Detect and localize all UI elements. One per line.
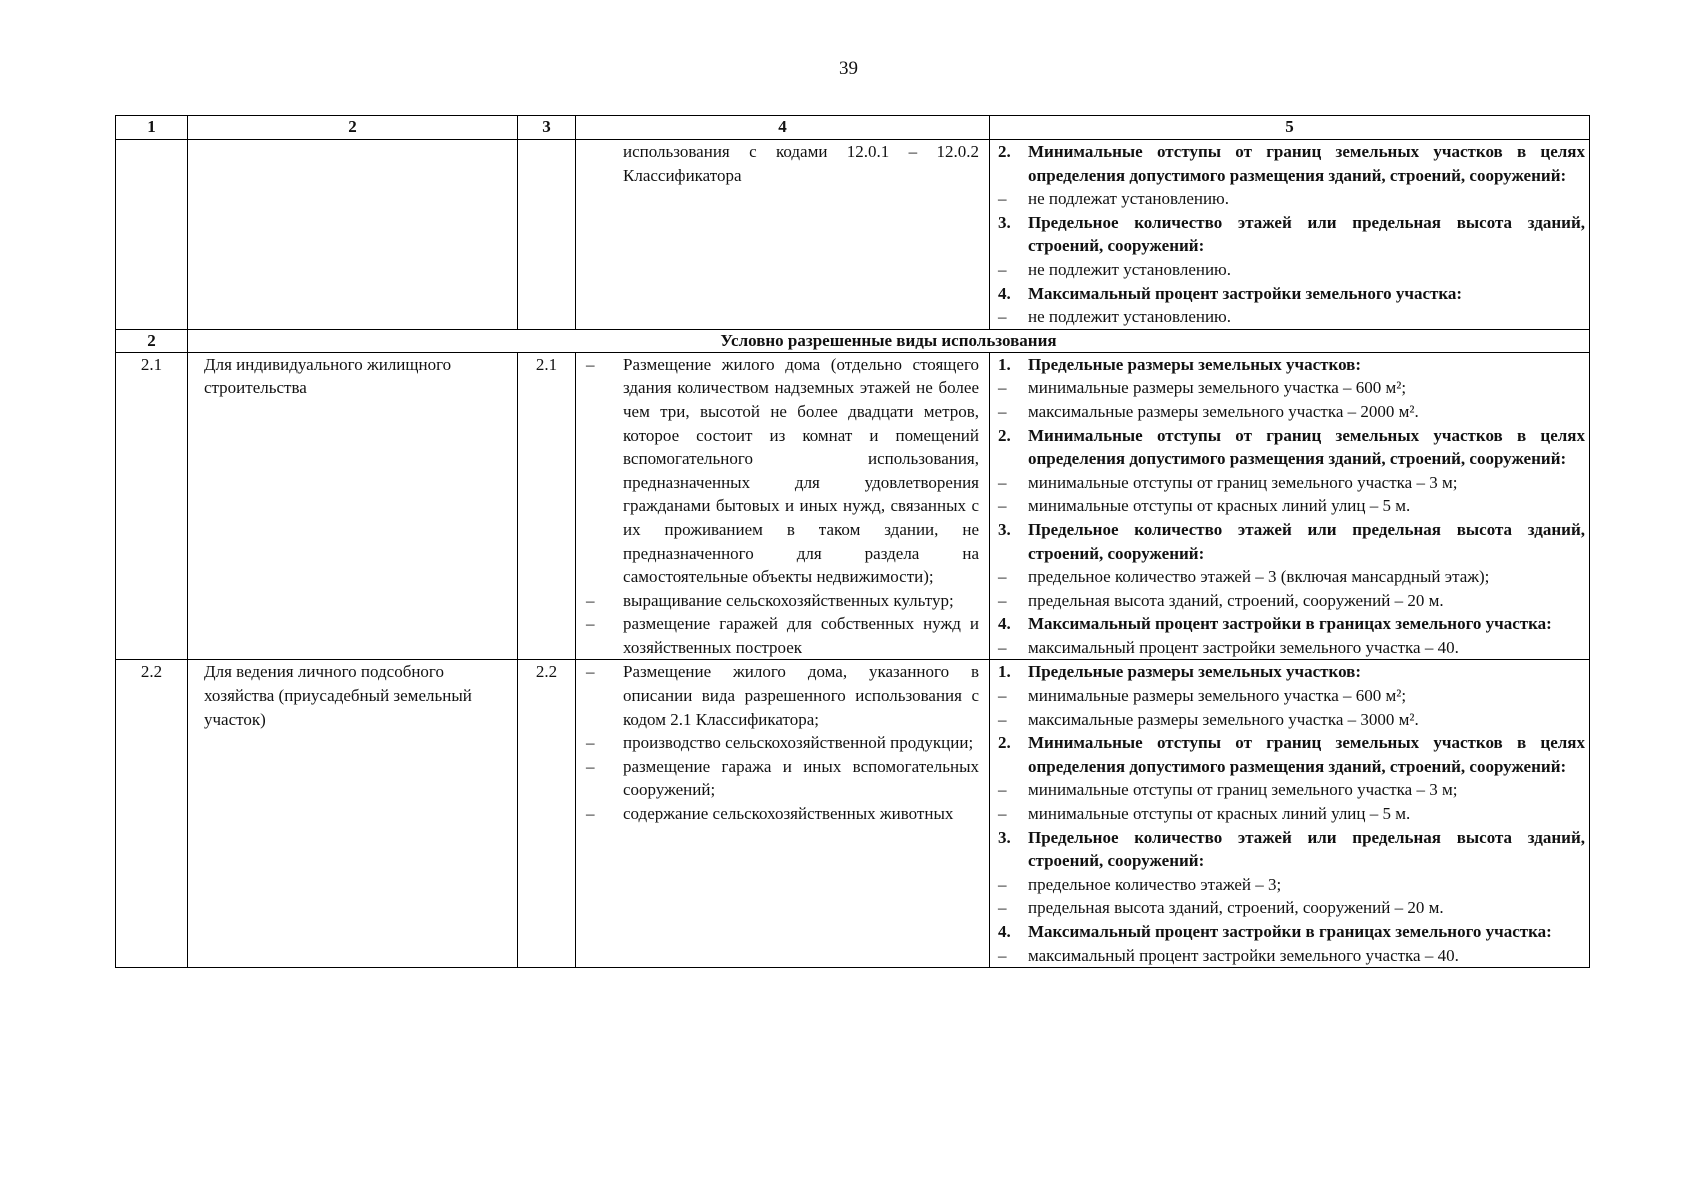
dash-marker: – (998, 378, 1007, 398)
parameter-heading (998, 424, 1585, 471)
dash-marker: – (998, 401, 1007, 421)
row-number: 2.2 (116, 660, 188, 968)
section-title: Условно разрешенные виды использования (188, 329, 1590, 352)
parameter-text: минимальные размеры земельного участка – 600 м²; (1028, 686, 1407, 706)
use-item (586, 589, 979, 613)
dash-marker: – (586, 804, 595, 824)
parameter-text: предельное количество этажей – 3 (включая мансардный этаж); (1028, 567, 1490, 587)
parameter-item (998, 258, 1585, 282)
use-item (586, 612, 979, 659)
parameter-text: Предельное количество этажей или предельная высота зданий, строений, сооружений: (1028, 519, 1585, 563)
parameter-heading (998, 731, 1585, 778)
parameter-heading (998, 518, 1585, 565)
dash-marker: – (998, 874, 1007, 894)
parameter-text: не подлежат установлению. (1028, 189, 1230, 209)
parameter-item (998, 778, 1585, 802)
table-row (116, 352, 1590, 660)
dash-marker: – (998, 780, 1007, 800)
dash-marker: – (998, 637, 1007, 657)
row-number: 2.1 (116, 352, 188, 660)
use-item (586, 660, 979, 731)
parameter-number: 2. (998, 142, 1011, 161)
parameter-number: 3. (998, 519, 1011, 539)
parameter-text: Предельные размеры земельных участков: (1028, 662, 1362, 682)
parameter-item (998, 471, 1585, 495)
parameter-text: Максимальный процент застройки в границах земельного участка: (1028, 922, 1552, 941)
header-col-5: 5 (990, 116, 1590, 140)
dash-marker: – (586, 756, 595, 776)
parameter-item (998, 944, 1585, 968)
parameter-text: минимальные отступы от красных линий улиц – 5 м. (1028, 496, 1411, 516)
table-row (116, 660, 1590, 968)
use-text: Размещение жилого дома, указанного в описании вида разрешенного использования с кодом 2.1 Классификатора; (623, 662, 979, 729)
use-code: 2.1 (518, 352, 576, 660)
parameters-cell (990, 660, 1590, 968)
parameter-text: минимальные отступы от границ земельного участка – 3 м; (1028, 780, 1458, 800)
parameter-text: максимальные размеры земельного участка – 3000 м². (1028, 709, 1419, 729)
parameter-text: Предельное количество этажей или предельная высота зданий, строений, сооружений: (1028, 827, 1585, 871)
dash-marker: – (998, 189, 1007, 209)
parameter-text: максимальный процент застройки земельного участка – 40. (1028, 945, 1459, 965)
parameter-heading (998, 920, 1585, 944)
parameter-text: не подлежит установлению. (1028, 307, 1232, 327)
parameter-item (998, 896, 1585, 920)
parameter-number: 4. (998, 283, 1011, 303)
parameter-item (998, 636, 1585, 660)
section-row (116, 329, 1590, 352)
use-description-cell (576, 660, 990, 968)
parameter-number: 4. (998, 922, 1011, 941)
parameter-text: Предельные размеры земельных участков: (1028, 354, 1362, 374)
continuation-uses-text: использования с кодами 12.0.1 – 12.0.2 Классификатора (623, 142, 979, 185)
parameter-item (998, 802, 1585, 826)
parameter-item (998, 376, 1585, 400)
dash-marker: – (586, 590, 595, 610)
parameters-cell (990, 352, 1590, 660)
parameter-text: Минимальные отступы от границ земельных участков в целях определения допустимого размещения зданий, строений, сооружений: (1028, 733, 1585, 776)
parameter-number: 3. (998, 827, 1011, 847)
parameter-number: 2. (998, 733, 1011, 753)
regulations-table (115, 115, 1590, 968)
parameter-text: не подлежит установлению. (1028, 259, 1232, 279)
dash-marker: – (998, 709, 1007, 729)
dash-marker: – (998, 804, 1007, 824)
section-number: 2 (116, 329, 188, 352)
parameter-item (998, 589, 1585, 613)
dash-marker: – (586, 662, 595, 682)
use-code: 2.2 (518, 660, 576, 968)
parameter-item (998, 187, 1585, 211)
parameter-heading (998, 826, 1585, 873)
continuation-params-cell (990, 140, 1590, 330)
dash-marker: – (998, 686, 1007, 706)
header-col-3: 3 (518, 116, 576, 140)
parameter-number: 1. (998, 354, 1011, 374)
parameter-text: Максимальный процент застройки в границах земельного участка: (1028, 614, 1552, 634)
parameter-heading (998, 353, 1585, 377)
parameter-text: минимальные отступы от красных линий улиц – 5 м. (1028, 804, 1411, 824)
parameter-heading (998, 211, 1585, 258)
header-row (116, 116, 1590, 140)
parameter-heading (998, 140, 1585, 187)
dash-marker: – (998, 496, 1007, 516)
parameter-item (998, 708, 1585, 732)
dash-marker: – (998, 472, 1007, 492)
parameter-item (998, 684, 1585, 708)
dash-marker: – (586, 733, 595, 753)
use-description-cell (576, 352, 990, 660)
parameter-item (998, 565, 1585, 589)
parameter-text: минимальные размеры земельного участка – 600 м²; (1028, 378, 1407, 398)
parameter-text: Минимальные отступы от границ земельных участков в целях определения допустимого размещения зданий, строений, сооружений: (1028, 142, 1585, 185)
use-item (586, 755, 979, 802)
dash-marker: – (998, 590, 1007, 610)
use-text: содержание сельскохозяйственных животных (623, 804, 954, 824)
parameter-heading (998, 282, 1585, 306)
continuation-uses-cell (576, 140, 990, 330)
parameter-item (998, 305, 1585, 329)
dash-marker: – (586, 354, 595, 374)
parameter-text: Минимальные отступы от границ земельных участков в целях определения допустимого размещения зданий, строений, сооружений: (1028, 425, 1585, 469)
parameter-number: 1. (998, 662, 1011, 682)
use-text: производство сельскохозяйственной продукции; (623, 733, 974, 753)
header-col-2: 2 (188, 116, 518, 140)
use-text: Размещение жилого дома (отдельно стоящего здания количеством надземных этажей не более чем три, высотой не более двадцати метров, которое состоит из комнат и помещений вспомогательного использования, предназначенных для удовлетворения гражданами бытовых и иных нужд, связанных с их проживанием в таком здании, не предназначенного для раздела на самостоятельные объекты недвижимости); (623, 354, 979, 587)
dash-marker: – (998, 567, 1007, 587)
parameter-number: 3. (998, 212, 1011, 232)
parameter-item (998, 494, 1585, 518)
parameter-number: 2. (998, 425, 1011, 445)
parameter-item (998, 873, 1585, 897)
dash-marker: – (586, 614, 595, 634)
dash-marker: – (998, 898, 1007, 918)
parameter-text: максимальные размеры земельного участка – 2000 м². (1028, 401, 1419, 421)
continuation-row (116, 140, 1590, 330)
parameter-text: Максимальный процент застройки земельного участка: (1028, 283, 1463, 303)
parameter-number: 4. (998, 614, 1011, 634)
parameter-text: минимальные отступы от границ земельного участка – 3 м; (1028, 472, 1458, 492)
parameter-text: предельное количество этажей – 3; (1028, 874, 1282, 894)
use-text: размещение гаража и иных вспомогательных сооружений; (623, 756, 979, 800)
use-text: размещение гаражей для собственных нужд и хозяйственных построек (623, 614, 979, 657)
parameter-text: предельная высота зданий, строений, сооружений – 20 м. (1028, 898, 1444, 918)
parameter-heading (998, 612, 1585, 636)
dash-marker: – (998, 259, 1007, 279)
parameter-text: Предельное количество этажей или предельная высота зданий, строений, сооружений: (1028, 212, 1585, 256)
dash-marker: – (998, 307, 1007, 327)
use-item (586, 802, 979, 826)
use-name: Для ведения личного подсобного хозяйства (приусадебный земельный участок) (188, 660, 518, 968)
parameter-text: максимальный процент застройки земельного участка – 40. (1028, 637, 1459, 657)
parameter-item (998, 400, 1585, 424)
use-name: Для индивидуального жилищного строительства (188, 352, 518, 660)
header-col-1: 1 (116, 116, 188, 140)
use-item (586, 731, 979, 755)
use-item (586, 353, 979, 589)
dash-marker: – (998, 945, 1007, 965)
page-number: 39 (839, 58, 858, 79)
use-text: выращивание сельскохозяйственных культур; (623, 590, 954, 610)
parameter-heading (998, 660, 1585, 684)
header-col-4: 4 (576, 116, 990, 140)
parameter-text: предельная высота зданий, строений, сооружений – 20 м. (1028, 590, 1444, 610)
